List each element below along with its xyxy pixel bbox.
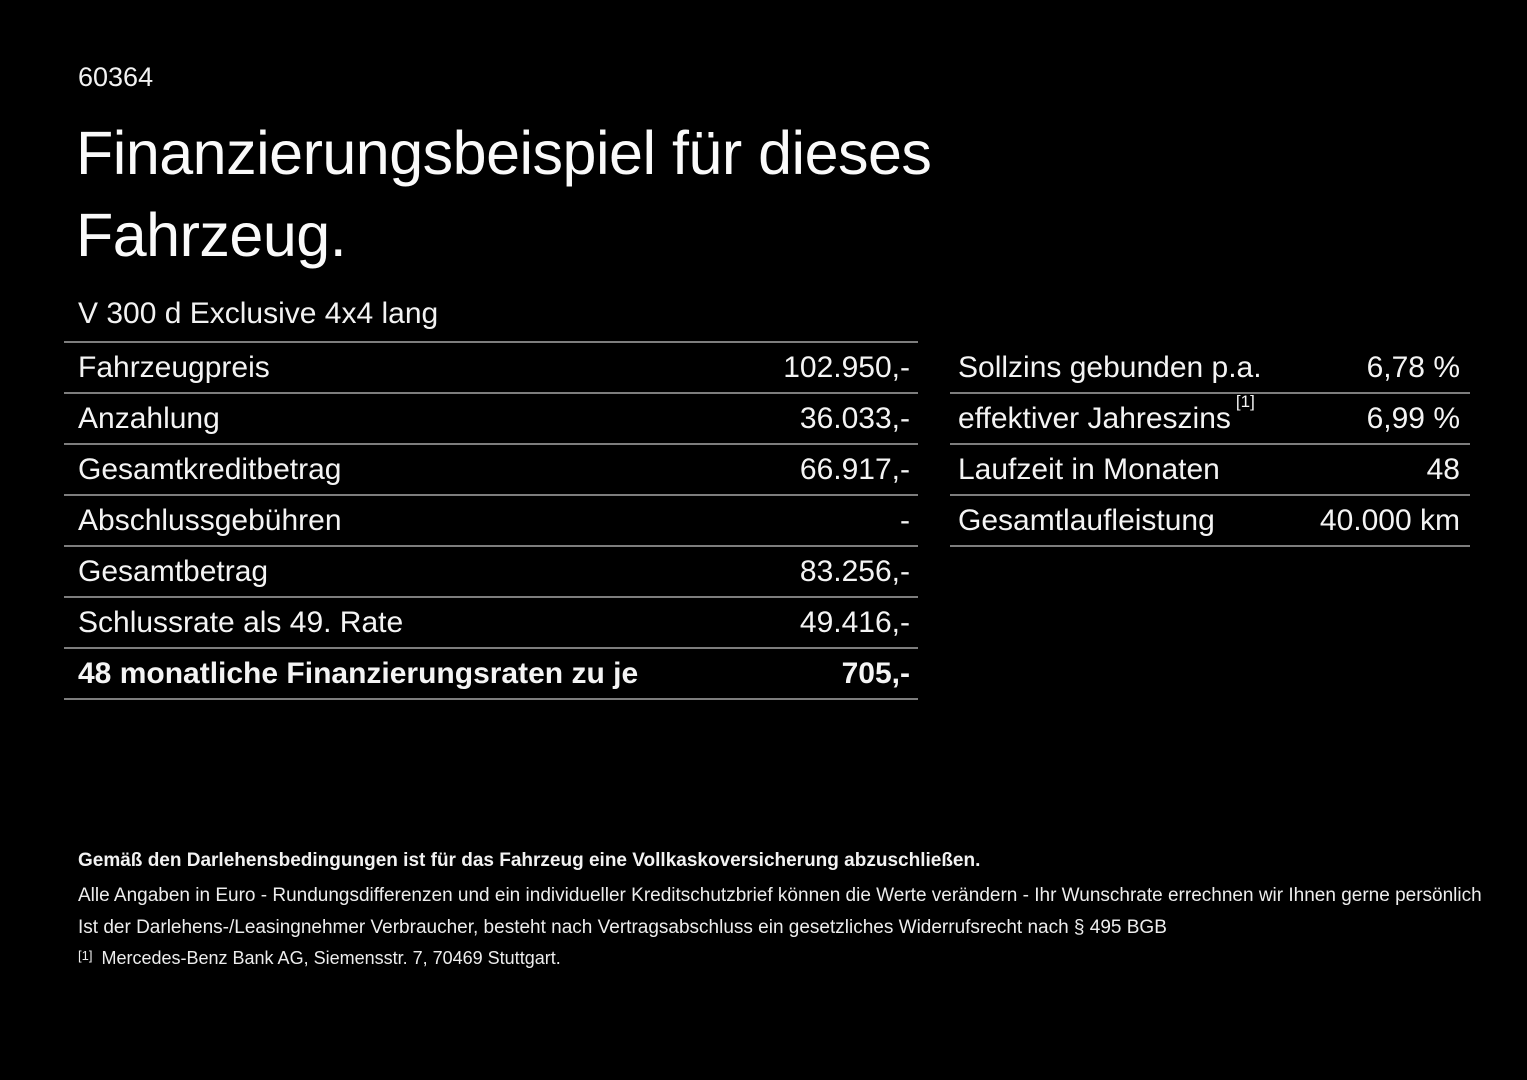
footnote-text: Mercedes-Benz Bank AG, Siemensstr. 7, 70469 Stuttgart. bbox=[101, 948, 561, 968]
table-row-anzahlung bbox=[64, 394, 918, 445]
table-row-monatsrate bbox=[64, 649, 918, 700]
row-label: Gesamtkreditbetrag bbox=[78, 452, 342, 486]
table-row-sollzins bbox=[950, 343, 1470, 394]
row-value: 36.033,- bbox=[799, 401, 910, 435]
page-code: 60364 bbox=[78, 62, 154, 92]
disclaimer-line-2: Ist der Darlehens-/Leasingnehmer Verbraucher, besteht nach Vertragsabschluss ein gesetzliches Widerrufsrecht nach § 495 BGB bbox=[78, 917, 1167, 938]
row-value: 6,78 % bbox=[1366, 350, 1460, 384]
row-value: 6,99 % bbox=[1366, 401, 1460, 435]
conditions-table bbox=[950, 343, 1470, 547]
page-title: Finanzierungsbeispiel für dieses Fahrzeug. bbox=[76, 119, 932, 269]
row-label: Abschlussgebühren bbox=[78, 503, 342, 537]
table-row-laufzeit bbox=[950, 445, 1470, 496]
row-label: Laufzeit in Monaten bbox=[958, 452, 1220, 486]
table-row-gesamtlaufleistung bbox=[950, 496, 1470, 547]
row-value: 66.917,- bbox=[799, 452, 910, 486]
table-row-effektiver-jahreszins bbox=[950, 394, 1470, 445]
row-label: Sollzins gebunden p.a. bbox=[958, 350, 1262, 384]
row-value: 83.256,- bbox=[799, 554, 910, 588]
row-label: Gesamtlaufleistung bbox=[958, 503, 1215, 537]
disclaimer-line-1: Alle Angaben in Euro - Rundungsdifferenzen und ein individueller Kreditschutzbrief können die Werte verändern - Ihr Wunschrate errechnen wir Ihnen gerne persönlich bbox=[78, 885, 1482, 906]
row-label: Schlussrate als 49. Rate bbox=[78, 605, 404, 639]
row-value: 48 bbox=[1426, 452, 1460, 486]
table-row-fahrzeugpreis bbox=[64, 343, 918, 394]
row-value: 102.950,- bbox=[783, 350, 910, 384]
insurance-requirement-note: Gemäß den Darlehensbedingungen ist für das Fahrzeug eine Vollkaskoversicherung abzuschließen. bbox=[78, 850, 981, 871]
table-row-abschlussgebuehren bbox=[64, 496, 918, 547]
table-row-gesamtbetrag bbox=[64, 547, 918, 598]
row-label: Gesamtbetrag bbox=[78, 554, 269, 588]
row-value: - bbox=[900, 503, 910, 537]
row-label: Anzahlung bbox=[78, 401, 220, 435]
footnote-marker: [1] bbox=[1235, 392, 1255, 411]
table-row-gesamtkreditbetrag bbox=[64, 445, 918, 496]
bank-footnote bbox=[78, 946, 561, 972]
vehicle-model-name: V 300 d Exclusive 4x4 lang bbox=[78, 297, 439, 330]
row-label: effektiver Jahreszins[1] bbox=[958, 392, 1255, 435]
table-row-schlussrate bbox=[64, 598, 918, 649]
row-value: 705,- bbox=[841, 656, 910, 690]
footnote-marker: [1] bbox=[78, 948, 93, 963]
row-label: 48 monatliche Finanzierungsraten zu je bbox=[78, 656, 639, 690]
row-value: 40.000 km bbox=[1319, 503, 1460, 537]
row-label: Fahrzeugpreis bbox=[78, 350, 270, 384]
row-value: 49.416,- bbox=[799, 605, 910, 639]
financing-table bbox=[64, 341, 918, 700]
